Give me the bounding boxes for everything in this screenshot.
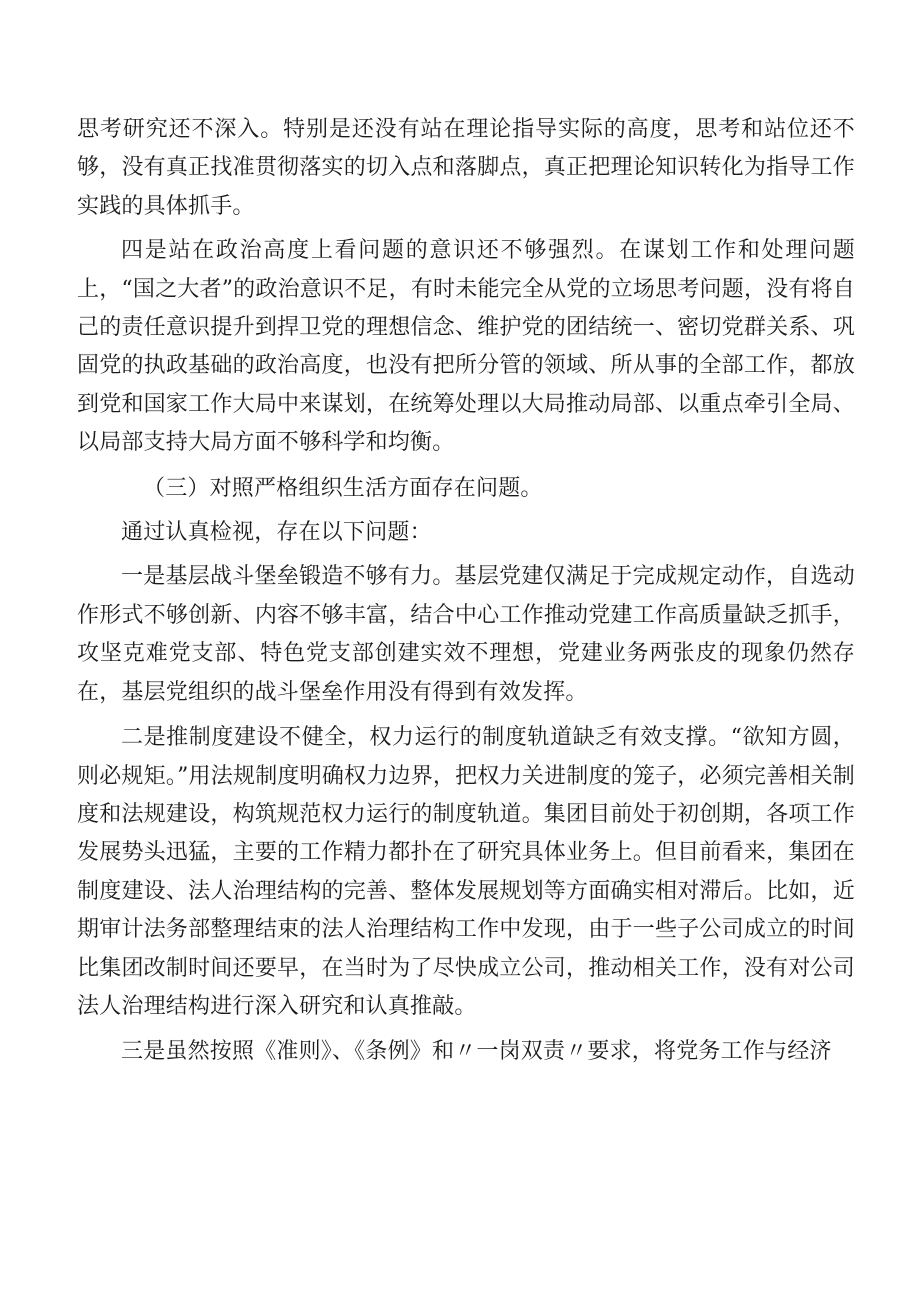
document-body — [77, 111, 855, 1072]
paragraph-point-one: 一是基层战斗堡垒锻造不够有力。基层党建仅满足于完成规定动作，自选动作形式不够创新、内容不够丰富，结合中心工作推动党建工作高质量缺乏抓手，攻坚克难党支部、特色党支部创建实效不理想，党建业务两张皮的现象仍然存在，基层党组织的战斗堡垒作用没有得到有效发挥。 — [77, 564, 855, 705]
paragraph-continuation: 思考研究还不深入。特别是还没有站在理论指导实际的高度，思考和站位还不够，没有真正找准贯彻落实的切入点和落脚点，真正把理论知识转化为指导工作实践的具体抓手。 — [77, 117, 855, 219]
paragraph-point-two: 二是推制度建设不健全，权力运行的制度轨道缺乏有效支撑。“欲知方圆，则必规矩。”用法规制度明确权力边界，把权力关进制度的笼子，必须完善相关制度和法规建设，构筑规范权力运行的制度轨道。集团目前处于初创期，各项工作发展势头迅猛，主要的工作精力都扑在了研究具体业务上。但目前看来，集团在制度建设、法人治理结构的完善、整体发展规划等方面确实相对滞后。比如，近期审计法务部整理结束的法人治理结构工作中发现，由于一些子公司成立的时间比集团改制时间还要早，在当时为了尽快成立公司，推动相关工作，没有对公司法人治理结构进行深入研究和认真推敲。 — [77, 725, 855, 1019]
paragraph-point-four: 四是站在政治高度上看问题的意识还不够强烈。在谋划工作和处理问题上，“国之大者”的政治意识不足，有时未能完全从党的立场思考问题，没有将自己的责任意识提升到捍卫党的理想信念、维护党的团结统一、密切党群关系、巩固党的执政基础的政治高度，也没有把所分管的领域、所从事的全部工作，都放到党和国家工作大局中来谋划，在统筹处理以大局推动局部、以重点牵引全局、以局部支持大局方面不够科学和均衡。 — [77, 238, 855, 456]
paragraph-intro: 通过认真检视，存在以下问题： — [121, 520, 432, 546]
paragraph-point-three: 三是虽然按照《准则》、《条例》和〃一岗双责〃要求，将党务工作与经济 — [121, 1039, 832, 1065]
section-heading-three: （三）对照严格组织生活方面存在问题。 — [143, 475, 543, 501]
